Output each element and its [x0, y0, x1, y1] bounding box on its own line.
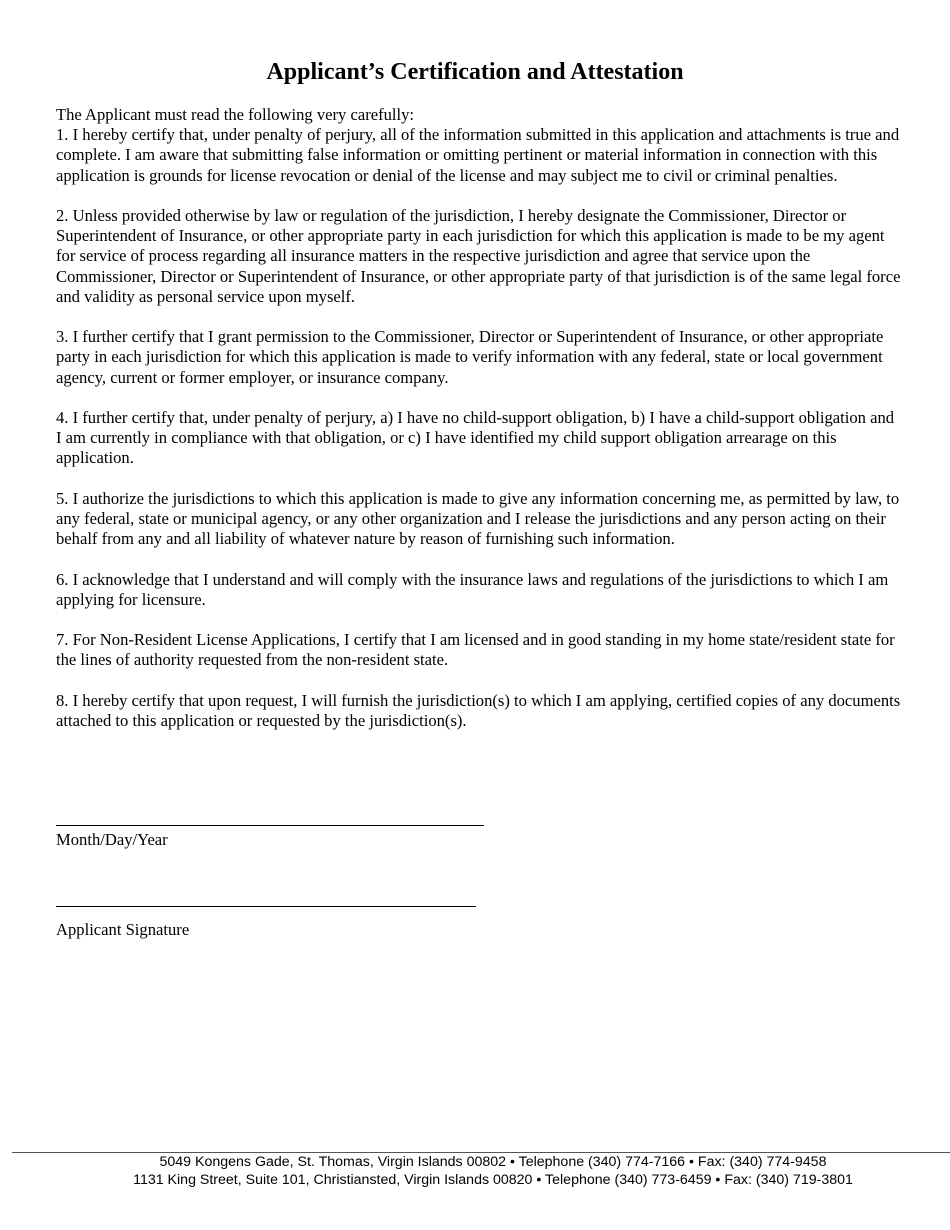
- certification-item-2: 2. Unless provided otherwise by law or regulation of the jurisdiction, I hereby designate the Commissioner, Director or Superintendent of Insurance, or other appropriate party in each jurisdiction for which this application is made to be my agent for service of process regarding all insurance matters in the respective jurisdiction and agree that service upon the Commissioner, Director or Superintendent of Insurance, or other appropriate party of that jurisdiction is of the same legal force and validity as personal service upon myself.: [56, 206, 901, 306]
- date-line[interactable]: [56, 825, 484, 826]
- footer-line-st-thomas: 5049 Kongens Gade, St. Thomas, Virgin Islands 00802 • Telephone (340) 774-7166 • Fax: (340) 774-9458: [159, 1154, 827, 1170]
- page-title: Applicant’s Certification and Attestation: [266, 59, 684, 85]
- footer-line-christiansted: 1131 King Street, Suite 101, Christiansted, Virgin Islands 00820 • Telephone (340) 773-6459 • Fax: (340) 719-3801: [133, 1172, 853, 1188]
- certification-item-4: 4. I further certify that, under penalty of perjury, a) I have no child-support obligation, b) I have a child-support obligation and I am currently in compliance with that obligation, or c) I have identified my child support obligation arrearage on this application.: [56, 408, 895, 468]
- certification-item-5: 5. I authorize the jurisdictions to which this application is made to give any information concerning me, as permitted by law, to any federal, state or municipal agency, or any other organization and I release the jurisdictions and any person acting on their behalf from any and all liability of whatever nature by reason of furnishing such information.: [56, 488, 900, 549]
- certification-item-3: 3. I further certify that I grant permission to the Commissioner, Director or Superintendent of Insurance, or other appropriate party in each jurisdiction for which this application is made to verify information with any federal, state or local government agency, current or former employer, or insurance company.: [56, 327, 884, 387]
- footer-address: [0, 1153, 950, 1189]
- certification-item-1: 1. I hereby certify that, under penalty of perjury, all of the information submitted in this application and attachments is true and complete. I am aware that submitting false information or omitting pertinent or material information in connection with this application is grounds for license revocation or denial of the license and may subject me to civil or criminal penalties.: [56, 125, 900, 185]
- signature-label: Applicant Signature: [56, 920, 190, 939]
- certification-body: [56, 105, 902, 751]
- certification-item-6: 6. I acknowledge that I understand and will comply with the insurance laws and regulations of the jurisdictions to which I am applying for licensure.: [56, 569, 889, 609]
- intro-text: The Applicant must read the following very carefully:: [56, 105, 415, 124]
- certification-item-8: 8. I hereby certify that upon request, I will furnish the jurisdiction(s) to which I am applying, certified copies of any documents attached to this application or requested by the jurisdiction(s).: [56, 690, 901, 730]
- certification-item-7: 7. For Non-Resident License Applications, I certify that I am licensed and in good standing in my home state/resident state for the lines of authority requested from the non-resident state.: [56, 630, 895, 670]
- signature-line[interactable]: [56, 906, 476, 907]
- date-label: Month/Day/Year: [56, 830, 168, 849]
